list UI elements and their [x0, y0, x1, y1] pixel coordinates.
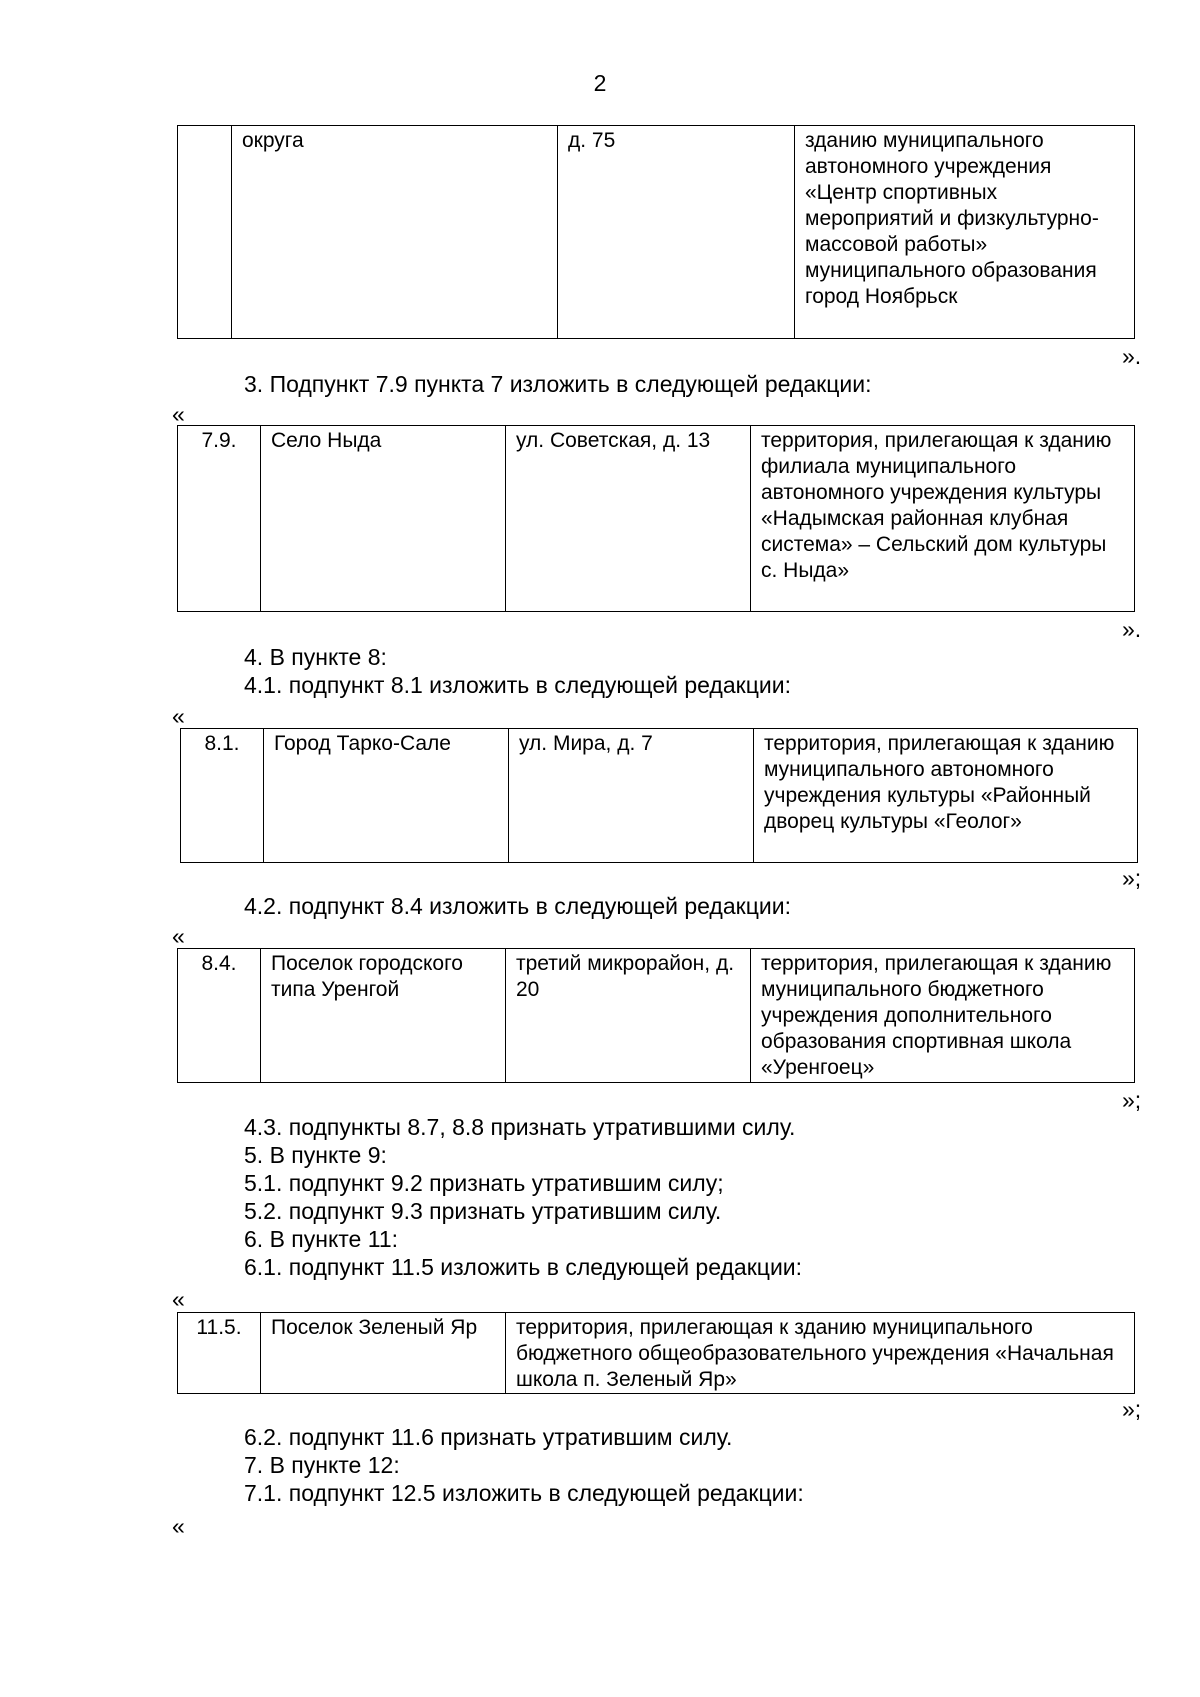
opening-quote: «	[172, 1513, 185, 1539]
table-8-1	[180, 728, 1138, 863]
table-continuation	[177, 125, 1135, 339]
cell-territory: территория, прилегающая к зданию муниципального бюджетного общеобразовательного учреждения «Начальная школа п. Зеленый Яр»	[506, 1313, 1135, 1394]
closing-quote: ».	[1122, 343, 1142, 369]
paragraph-6-1: 6.1. подпункт 11.5 изложить в следующей редакции:	[244, 1254, 803, 1280]
cell-address: ул. Советская, д. 13	[506, 426, 751, 612]
closing-quote: »;	[1122, 865, 1142, 891]
cell-number: 8.1.	[181, 729, 264, 863]
table-11-5	[177, 1312, 1135, 1394]
cell-number	[178, 126, 232, 339]
paragraph-5-2: 5.2. подпункт 9.3 признать утратившим силу.	[244, 1198, 722, 1224]
paragraph-4-3: 4.3. подпункты 8.7, 8.8 признать утратившими силу.	[244, 1114, 796, 1140]
cell-number: 8.4.	[178, 949, 261, 1083]
table-row	[178, 426, 1135, 612]
table-row	[178, 949, 1135, 1083]
page-number: 2	[593, 70, 607, 96]
paragraph-5-1: 5.1. подпункт 9.2 признать утратившим силу;	[244, 1170, 724, 1196]
paragraph-3: 3. Подпункт 7.9 пункта 7 изложить в следующей редакции:	[244, 371, 872, 397]
opening-quote: «	[172, 703, 185, 729]
cell-territory: территория, прилегающая к зданию муниципального бюджетного учреждения дополнительного образования спортивная школа «Уренгоец»	[751, 949, 1135, 1083]
cell-number: 7.9.	[178, 426, 261, 612]
table-row	[181, 729, 1138, 863]
closing-quote: ».	[1122, 616, 1142, 642]
opening-quote: «	[172, 1286, 185, 1312]
cell-address: д. 75	[558, 126, 795, 339]
cell-place: Поселок городского типа Уренгой	[261, 949, 506, 1083]
cell-territory: территория, прилегающая к зданию филиала муниципального автономного учреждения культуры «Надымская районная клубная система» – Сельский дом культуры с. Ныда»	[751, 426, 1135, 612]
cell-place: округа	[232, 126, 558, 339]
table-8-4	[177, 948, 1135, 1083]
opening-quote: «	[172, 401, 185, 427]
cell-place: Поселок Зеленый Яр	[261, 1313, 506, 1394]
cell-address: третий микрорайон, д. 20	[506, 949, 751, 1083]
cell-place: Город Тарко-Сале	[264, 729, 509, 863]
cell-territory: территория, прилегающая к зданию муниципального автономного учреждения культуры «Районный дворец культуры «Геолог»	[754, 729, 1138, 863]
opening-quote: «	[172, 923, 185, 949]
paragraph-4-1: 4.1. подпункт 8.1 изложить в следующей редакции:	[244, 672, 791, 698]
cell-territory: зданию муниципального автономного учреждения «Центр спортивных мероприятий и физкультурно-массовой работы» муниципального образования город Ноябрьск	[795, 126, 1135, 339]
cell-place: Село Ныда	[261, 426, 506, 612]
closing-quote: »;	[1122, 1087, 1142, 1113]
paragraph-4-2: 4.2. подпункт 8.4 изложить в следующей редакции:	[244, 893, 791, 919]
closing-quote: »;	[1122, 1396, 1142, 1422]
table-row	[178, 1313, 1135, 1394]
cell-number: 11.5.	[178, 1313, 261, 1394]
cell-address: ул. Мира, д. 7	[509, 729, 754, 863]
table-row	[178, 126, 1135, 339]
paragraph-5: 5. В пункте 9:	[244, 1142, 387, 1168]
paragraph-6: 6. В пункте 11:	[244, 1226, 399, 1252]
paragraph-4: 4. В пункте 8:	[244, 644, 387, 670]
paragraph-7-1: 7.1. подпункт 12.5 изложить в следующей редакции:	[244, 1480, 804, 1506]
table-7-9	[177, 425, 1135, 612]
paragraph-7: 7. В пункте 12:	[244, 1452, 400, 1478]
paragraph-6-2: 6.2. подпункт 11.6 признать утратившим силу.	[244, 1424, 733, 1450]
